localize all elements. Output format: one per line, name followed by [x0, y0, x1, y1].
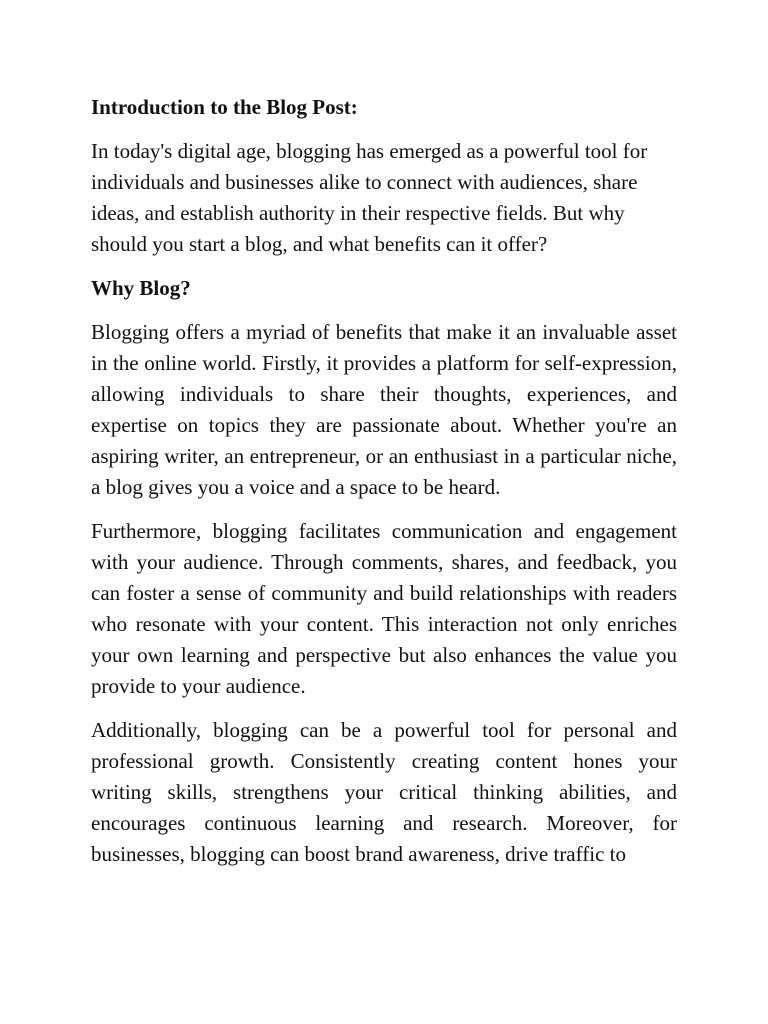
intro-heading: Introduction to the Blog Post: — [91, 95, 358, 119]
growth-paragraph: Additionally, blogging can be a powerful tool for personal and professional growth. Consistently creating content hones your writing skills, strengthens your critical thinking abilities, and encourages continuous learning and research. Moreover, for businesses, blogging can boost brand awareness, drive traffic to — [91, 718, 677, 866]
intro-paragraph: In today's digital age, blogging has emerged as a powerful tool for individuals and businesses alike to connect with audiences, share ideas, and establish authority in their respective fields. But why should you start a blog, and what benefits can it offer? — [91, 139, 648, 256]
why-blog-heading: Why Blog? — [91, 276, 191, 300]
benefits-paragraph: Blogging offers a myriad of benefits that make it an invaluable asset in the online world. Firstly, it provides a platform for self-expression, allowing individuals to share their thoughts, experiences, and expertise on topics they are passionate about. Whether you're an aspiring writer, an entrepreneur, or an enthusiast in a particular niche, a blog gives you a voice and a space to be heard. — [91, 320, 677, 499]
document-body — [91, 92, 677, 883]
engagement-paragraph: Furthermore, blogging facilitates communication and engagement with your audience. Through comments, shares, and feedback, you can foster a sense of community and build relationships with readers who resonate with your content. This interaction not only enriches your own learning and perspective but also enhances the value you provide to your audience. — [91, 519, 677, 698]
